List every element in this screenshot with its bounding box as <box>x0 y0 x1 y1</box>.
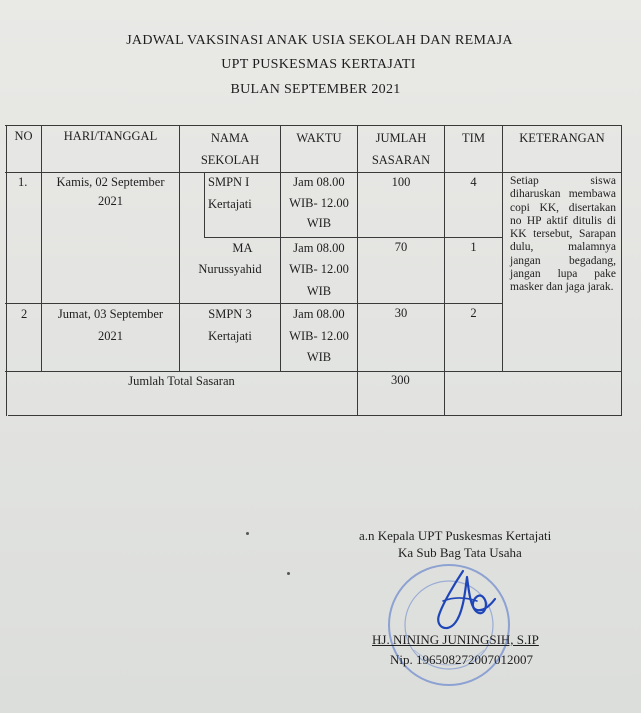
col-jumlah-divider <box>444 125 445 416</box>
row3-jumlah: 30 <box>394 306 408 320</box>
row2-sekolah: MA <box>232 241 253 255</box>
row2-sekolah-nama: Nurussyahid <box>198 262 262 276</box>
header-keterangan: KETERANGAN <box>519 131 605 145</box>
signature-position: Ka Sub Bag Tata Usaha <box>398 545 522 560</box>
paper-speck <box>246 532 249 535</box>
signature-on-behalf: a.n Kepala UPT Puskesmas Kertajati <box>359 528 552 543</box>
header-sekolah: SEKOLAH <box>200 153 260 167</box>
row1-waktu-selesai: WIB- 12.00 <box>289 196 349 210</box>
row3-sekolah-lokasi: Kertajati <box>208 329 252 343</box>
signatory-nip: Nip. 196508272007012007 <box>390 652 533 667</box>
row3-hari: Jumat, 03 September <box>57 307 164 321</box>
table-border-bottom <box>8 415 622 416</box>
keterangan-text: Setiap siswa diharuskan membawa copi KK, disertakan no HP aktif ditulis di KK tersebut, Sarapan dulu, malamnya jangan begadang, jangan lupa pake masker dan jaga jarak. <box>510 175 616 294</box>
row2-waktu-selesai: WIB- 12.00 <box>289 262 349 276</box>
row3-tahun: 2021 <box>98 329 123 343</box>
row3-waktu-zona: WIB <box>306 350 332 364</box>
col-tim-divider <box>502 125 503 372</box>
row1-waktu-zona: WIB <box>306 216 332 230</box>
row2-tim: 1 <box>470 240 477 254</box>
total-label: Jumlah Total Sasaran <box>128 374 235 388</box>
row3-waktu-selesai: WIB- 12.00 <box>289 329 349 343</box>
header-sasaran: SASARAN <box>371 153 431 167</box>
signatory-name: HJ. NINING JUNINGSIH, S.IP <box>372 632 539 647</box>
header-no: NO <box>14 129 33 143</box>
merge-line-row1 <box>204 172 205 238</box>
row2-jumlah: 70 <box>394 240 408 254</box>
row2-waktu-mulai: Jam 08.00 <box>293 241 345 255</box>
row1-sekolah: SMPN I <box>208 175 250 189</box>
table-border-right <box>621 125 622 416</box>
row1-hari: Kamis, 02 September <box>56 175 165 189</box>
row1-sekolah-lokasi: Kertajati <box>208 197 252 211</box>
row1-jumlah: 100 <box>391 175 411 189</box>
row3-waktu-mulai: Jam 08.00 <box>293 307 345 321</box>
header-jumlah: JUMLAH <box>375 131 427 145</box>
row1-waktu-mulai: Jam 08.00 <box>293 175 345 189</box>
row2-waktu-zona: WIB <box>306 284 332 298</box>
row1-tahun: 2021 <box>98 194 123 208</box>
paper-speck <box>287 572 290 575</box>
header-hari-tanggal: HARI/TANGGAL <box>63 129 158 143</box>
row1-tim: 4 <box>470 175 477 189</box>
handwritten-signature <box>425 563 505 643</box>
row1-no: 1. <box>18 175 28 189</box>
row3-no: 2 <box>21 307 28 321</box>
row3-tim: 2 <box>470 306 477 320</box>
header-nama: NAMA <box>210 131 250 145</box>
document-period: BULAN SEPTEMBER 2021 <box>230 82 401 97</box>
header-waktu: WAKTU <box>296 131 342 145</box>
document-title: JADWAL VAKSINASI ANAK USIA SEKOLAH DAN REMAJA <box>126 33 513 48</box>
institution-name: UPT PUSKESMAS KERTAJATI <box>221 57 416 72</box>
row3-sekolah: SMPN 3 <box>208 307 252 321</box>
total-value: 300 <box>391 373 410 387</box>
header-tim: TIM <box>462 131 485 145</box>
